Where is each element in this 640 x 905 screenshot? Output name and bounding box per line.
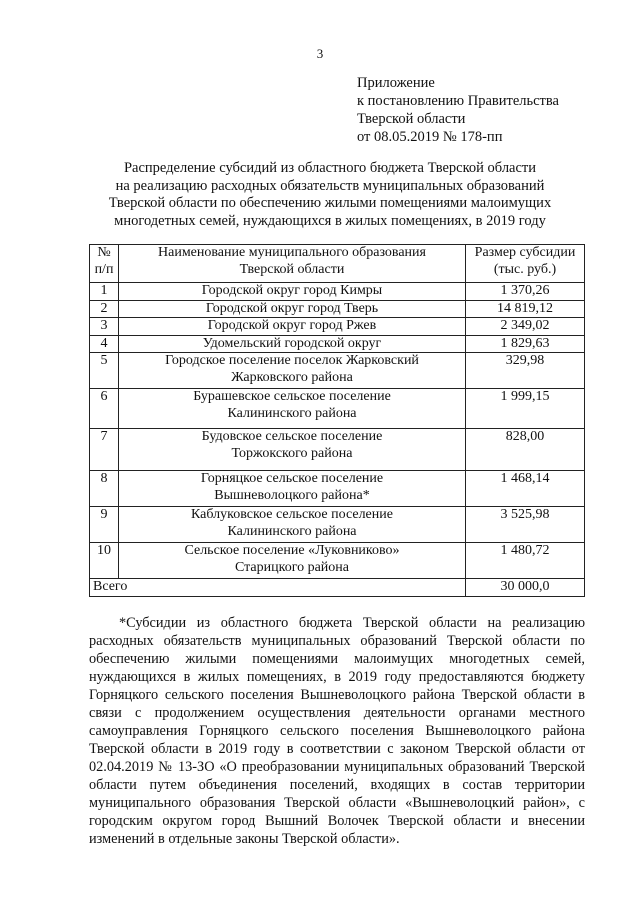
table-row — [90, 507, 585, 543]
municipality-line: Городской округ город Ржев — [207, 318, 377, 333]
document-title — [80, 160, 580, 230]
footnote: *Субсидии из областного бюджета Тверской области на реализацию расходных обязательств муниципальных образований Тверской области по обеспечению жилыми помещениями малоимущих многодетных семей, нуждающихся в жилых помещениях, в 2019 году предоставляются бюджету Горняцкого сельского поселения Вышневолоцкого района Тверской области в связи с продолжением осуществления деятельности органами местного самоуправления Горняцкого сельского поселения Вышневолоцкого района Тверской области в 2019 году в соответствии с законом Тверской области от 02.04.2019 № 13-ЗО «О преобразовании муниципальных образований Тверской области путем объединения поселений, входящих в состав территории муниципального образования Тверской области «Вышневолоцкий район», с городским округом город Вышний Волочек Тверской области и внесении изменений в отдельные законы Тверской области». — [89, 615, 585, 847]
municipality-line: Старицкого района — [234, 559, 350, 575]
row-municipality — [119, 300, 466, 318]
row-municipality — [119, 335, 466, 353]
table-row — [90, 335, 585, 353]
header-amount: Размер субсидии (тыс. руб.) — [466, 245, 585, 283]
municipality-line: Будовское сельское поселение — [201, 429, 383, 444]
table-row — [90, 283, 585, 301]
row-number: 1 — [90, 283, 119, 301]
title-line: Тверской области по обеспечению жилыми помещениями малоимущих — [108, 195, 552, 211]
table-row — [90, 543, 585, 579]
municipality-line: Бурашевское сельское поселение — [193, 389, 391, 404]
subsidies-table — [89, 244, 585, 597]
municipality-line: Городской округ город Тверь — [205, 300, 379, 316]
appendix-line: Тверской области — [357, 111, 466, 127]
table-row — [90, 353, 585, 389]
municipality-line: Жарковского района — [231, 369, 353, 385]
appendix-line: к постановлению Правительства — [357, 93, 559, 109]
appendix-header — [357, 74, 559, 146]
row-number: 4 — [90, 335, 119, 353]
row-amount: 1 829,63 — [466, 335, 585, 353]
row-amount: 3 525,98 — [466, 507, 585, 543]
title-line: многодетных семей, нуждающихся в жилых помещениях, в 2019 году — [114, 212, 546, 229]
row-amount: 1 370,26 — [466, 283, 585, 301]
municipality-line: Торжокского района — [231, 445, 353, 461]
table-row — [90, 300, 585, 318]
row-number: 8 — [90, 471, 119, 507]
row-municipality — [119, 353, 466, 389]
municipality-line: Вышневолоцкого района* — [214, 487, 370, 503]
table-row — [90, 389, 585, 429]
municipality-line: Городское поселение поселок Жарковский — [165, 353, 419, 368]
row-municipality — [119, 283, 466, 301]
table-row — [90, 318, 585, 336]
total-row — [90, 579, 585, 597]
table-header-row — [90, 245, 585, 283]
row-number: 10 — [90, 543, 119, 579]
row-amount: 1 480,72 — [466, 543, 585, 579]
row-amount: 1 999,15 — [466, 389, 585, 429]
row-number: 2 — [90, 300, 119, 318]
municipality-line: Калининского района — [227, 405, 357, 421]
header-name: Наименование муниципального образования Тверской области — [119, 245, 466, 283]
title-line: Распределение субсидий из областного бюджета Тверской области — [123, 160, 537, 176]
title-line: на реализацию расходных обязательств муниципальных образований — [115, 177, 545, 194]
total-amount: 30 000,0 — [466, 579, 585, 597]
municipality-line: Калининского района — [227, 523, 357, 539]
row-amount: 828,00 — [466, 429, 585, 471]
appendix-line: Приложение — [357, 75, 435, 91]
header-num: № п/п — [90, 245, 119, 283]
row-number: 6 — [90, 389, 119, 429]
row-number: 3 — [90, 318, 119, 336]
municipality-line: Сельское поселение «Луковниково» — [184, 543, 400, 558]
page-number: 3 — [316, 46, 324, 61]
row-amount: 2 349,02 — [466, 318, 585, 336]
row-amount: 1 468,14 — [466, 471, 585, 507]
row-municipality — [119, 471, 466, 507]
row-municipality — [119, 543, 466, 579]
municipality-line: Каблуковское сельское поселение — [191, 507, 393, 522]
row-amount: 329,98 — [466, 353, 585, 389]
row-municipality — [119, 429, 466, 471]
row-number: 7 — [90, 429, 119, 471]
municipality-line: Городской округ город Кимры — [201, 283, 383, 298]
row-municipality — [119, 389, 466, 429]
row-amount: 14 819,12 — [466, 300, 585, 318]
table-row — [90, 471, 585, 507]
total-label: Всего — [90, 579, 466, 597]
municipality-line: Удомельский городской округ — [202, 335, 382, 351]
row-number: 9 — [90, 507, 119, 543]
appendix-line: от 08.05.2019 № 178-пп — [357, 129, 503, 145]
municipality-line: Горняцкое сельское поселение — [200, 471, 384, 486]
table-row — [90, 429, 585, 471]
row-number: 5 — [90, 353, 119, 389]
row-municipality — [119, 507, 466, 543]
row-municipality — [119, 318, 466, 336]
